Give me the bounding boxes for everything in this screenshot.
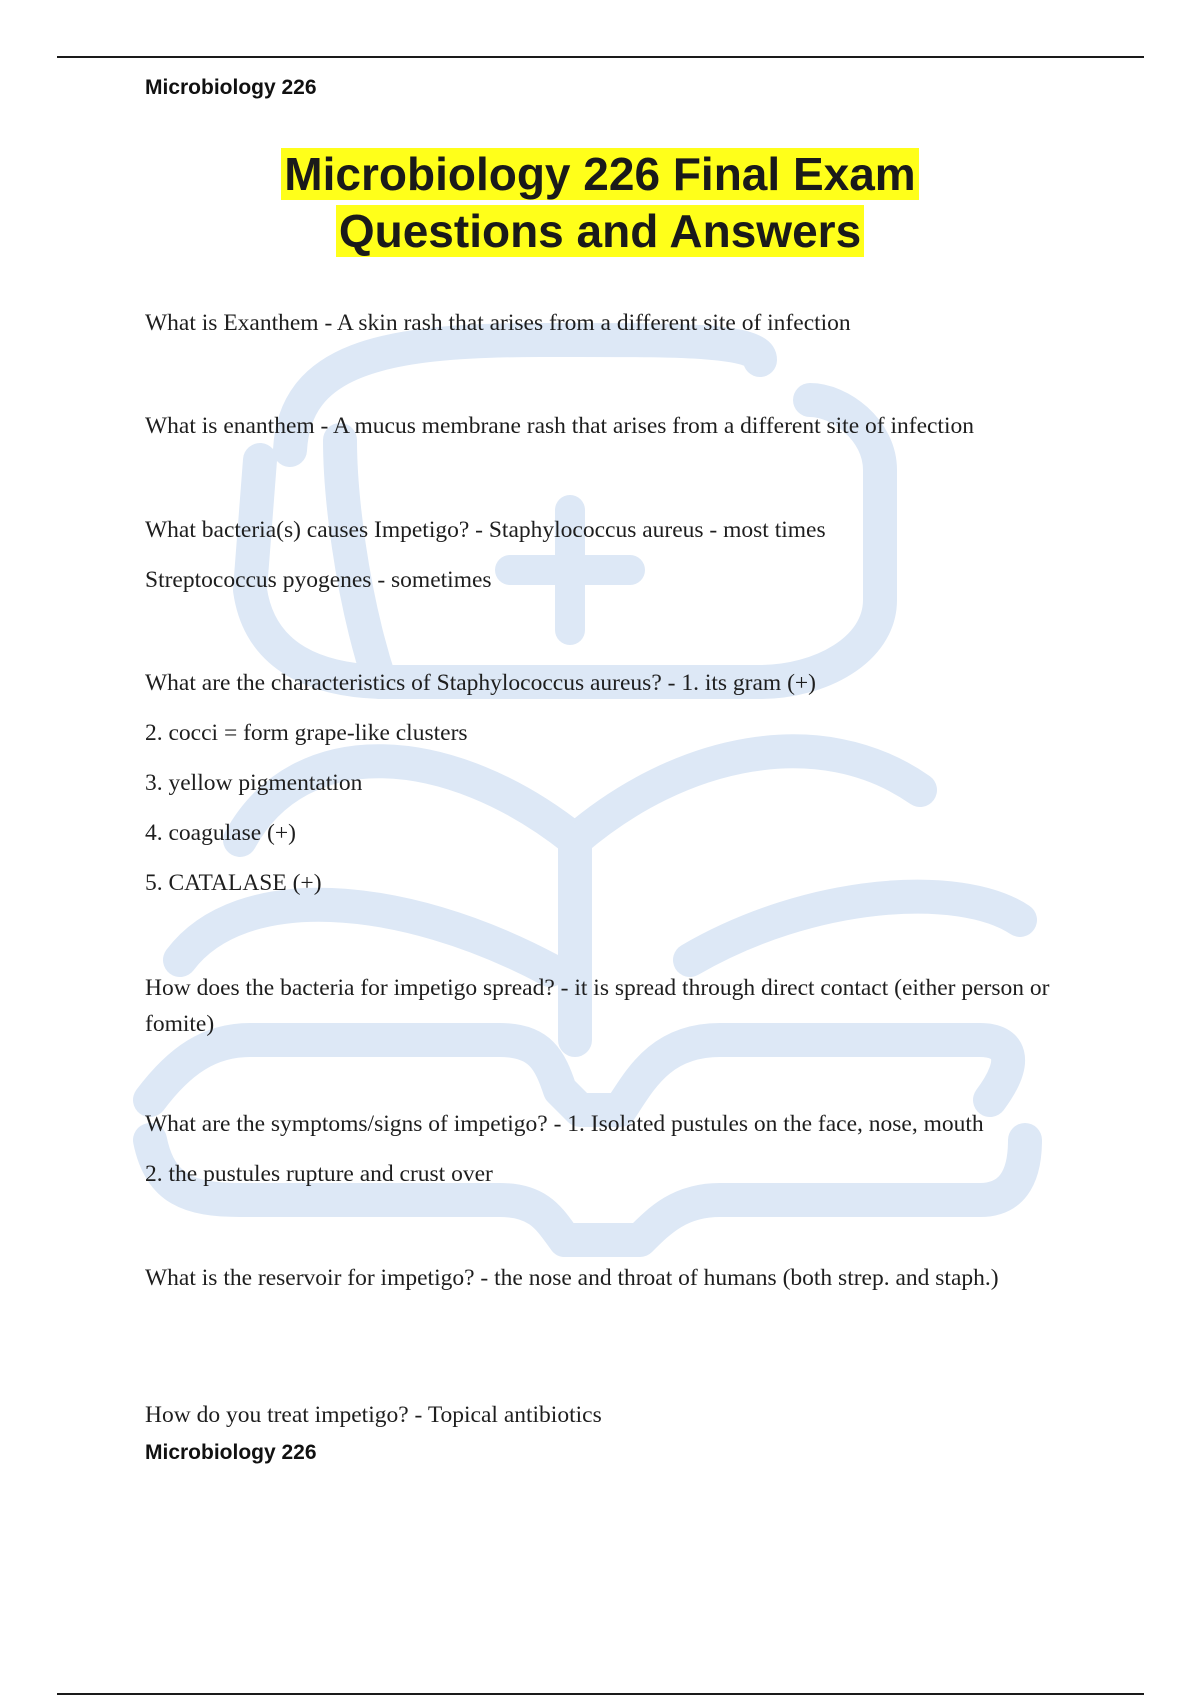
qa-item bbox=[145, 512, 1095, 598]
qa-item bbox=[145, 1260, 1095, 1296]
page-title bbox=[0, 146, 1200, 260]
qa-line: How does the bacteria for impetigo spread? - it is spread through direct contact (either person or fomite) bbox=[145, 975, 1050, 1037]
qa-line: What are the symptoms/signs of impetigo? - 1. Isolated pustules on the face, nose, mouth bbox=[145, 1111, 984, 1137]
qa-line: Streptococcus pyogenes - sometimes bbox=[145, 567, 492, 593]
qa-line: 3. yellow pigmentation bbox=[145, 770, 363, 796]
qa-line: 2. cocci = form grape-like clusters bbox=[145, 720, 468, 746]
qa-item bbox=[145, 1397, 1095, 1433]
qa-line: How do you treat impetigo? - Topical antibiotics bbox=[145, 1402, 602, 1428]
qa-line: What is Exanthem - A skin rash that arises from a different site of infection bbox=[145, 310, 851, 336]
qa-line: What bacteria(s) causes Impetigo? - Staphylococcus aureus - most times bbox=[145, 517, 826, 543]
qa-line: What is enanthem - A mucus membrane rash that arises from a different site of infection bbox=[145, 413, 974, 439]
qa-item bbox=[145, 305, 1095, 341]
qa-item bbox=[145, 1106, 1095, 1192]
qa-line: What is the reservoir for impetigo? - the nose and throat of humans (both strep. and staph.) bbox=[145, 1265, 999, 1291]
qa-item bbox=[145, 408, 1095, 444]
running-footer: Microbiology 226 bbox=[145, 1441, 317, 1464]
qa-line: What are the characteristics of Staphylococcus aureus? - 1. its gram (+) bbox=[145, 670, 816, 696]
qa-item bbox=[145, 665, 1095, 901]
qa-line: 2. the pustules rupture and crust over bbox=[145, 1161, 493, 1187]
title-line-2: Questions and Answers bbox=[336, 205, 864, 257]
title-line-1: Microbiology 226 Final Exam bbox=[281, 148, 918, 200]
qa-item bbox=[145, 970, 1095, 1042]
qa-line: 5. CATALASE (+) bbox=[145, 870, 322, 896]
qa-line: 4. coagulase (+) bbox=[145, 820, 296, 846]
running-header: Microbiology 226 bbox=[145, 76, 317, 99]
